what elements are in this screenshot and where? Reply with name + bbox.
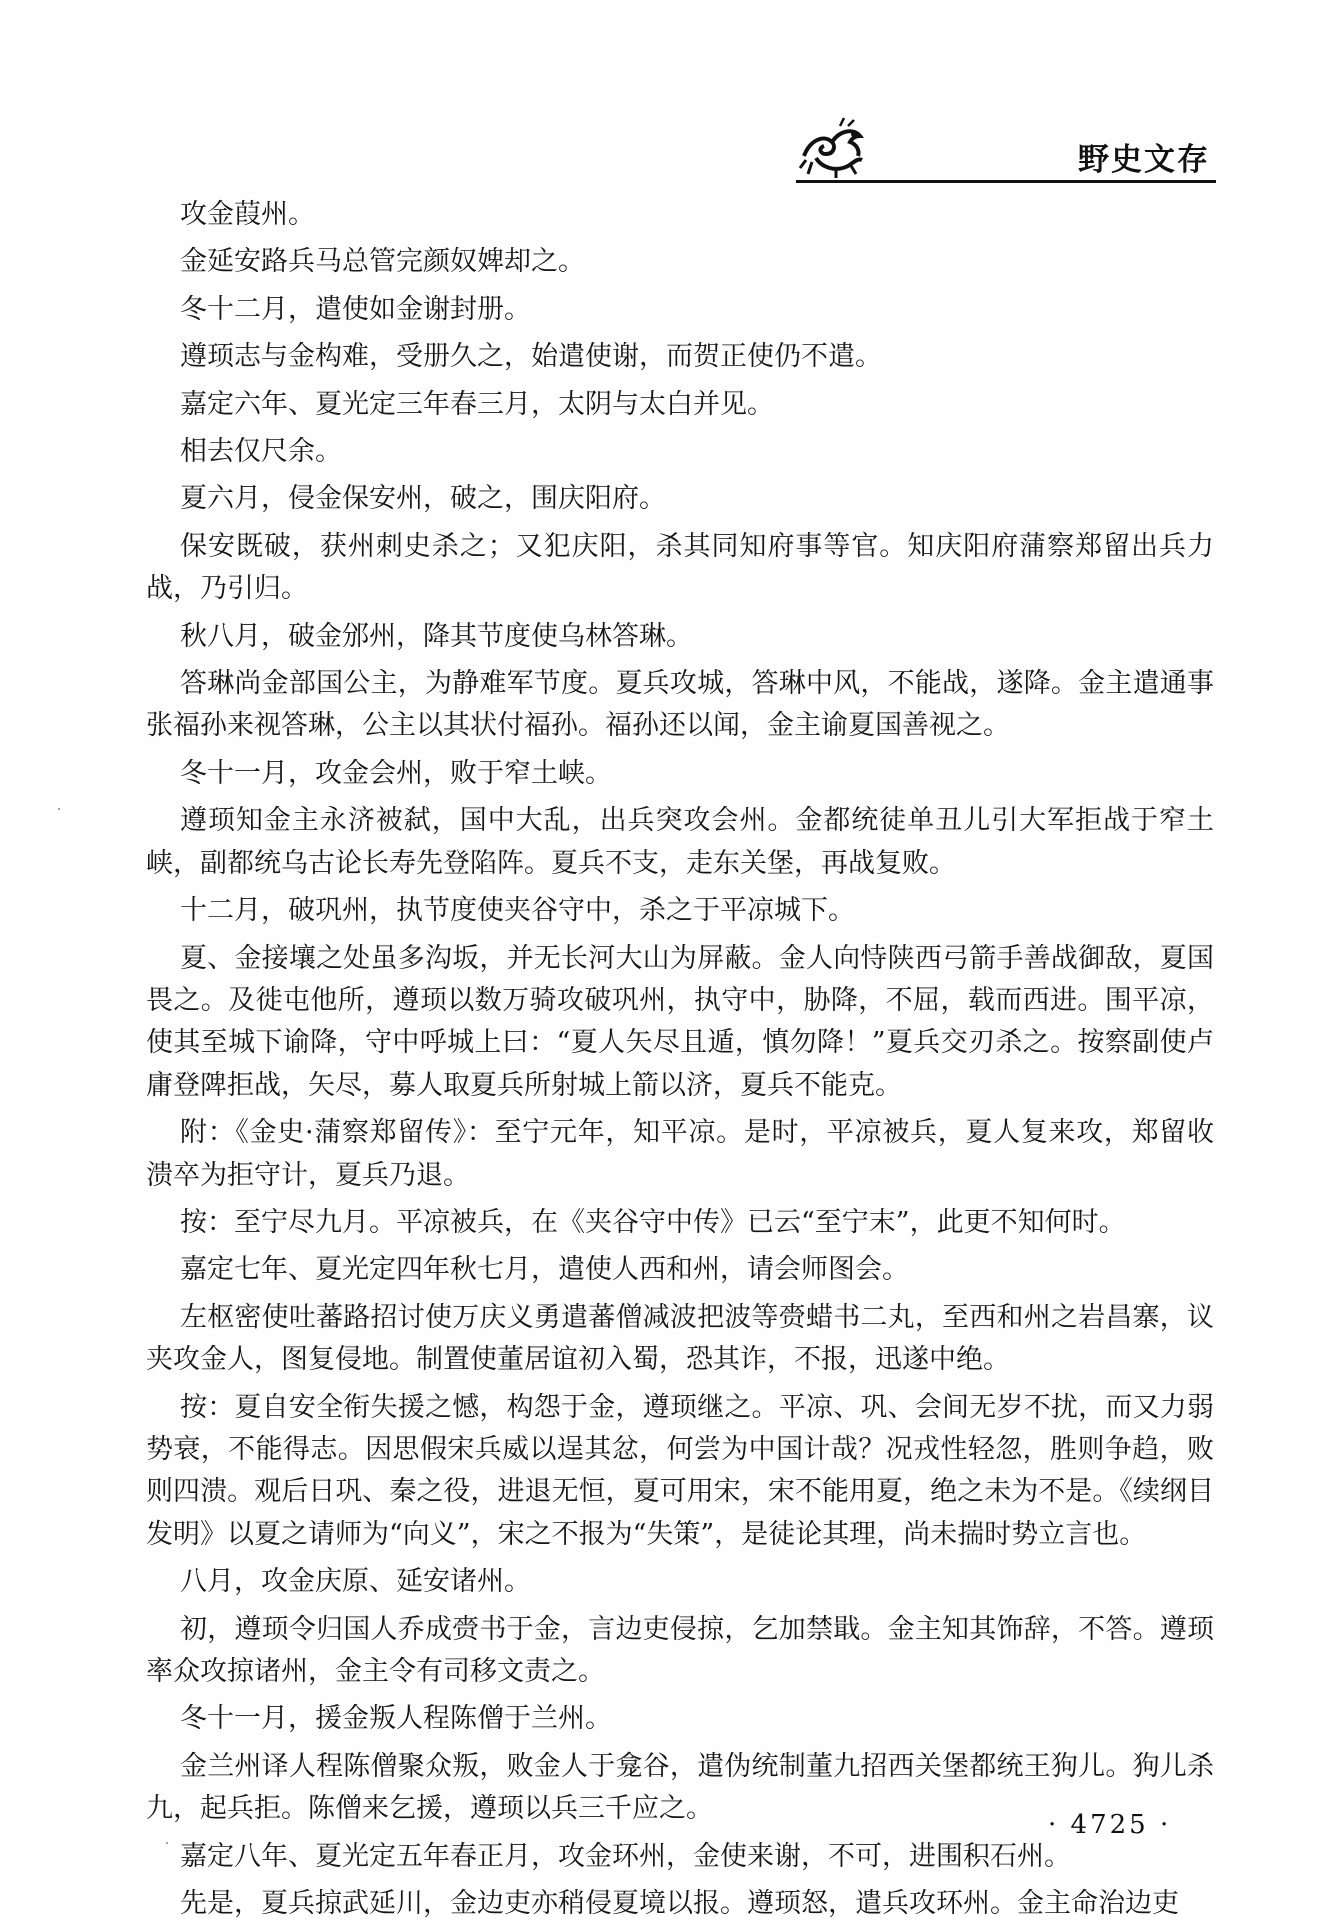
paragraph: 遵顼知金主永济被弑，国中大乱，出兵突攻会州。金都统徒单丑儿引大军拒战于窄土峡，副都统乌古论长寿先登陷阵。夏兵不支，走东关堡，再战复败。 [146,805,1214,879]
paragraph: 嘉定六年、夏光定三年春三月，太阴与太白并见。 [180,388,774,420]
paragraph: 嘉定八年、夏光定五年春正月，攻金环州，金使来谢，不可，进围积石州。 [180,1840,1071,1872]
paragraph: 冬十二月，遣使如金谢封册。 [180,293,531,325]
paragraph: 十二月，破巩州，执节度使夹谷守中，杀之于平凉城下。 [180,895,855,927]
paragraph: 嘉定七年、夏光定四年秋七月，遣使人西和州，请会师图会。 [180,1254,909,1286]
paragraph: 先是，夏兵掠武延川，金边吏亦稍侵夏境以报。遵顼怒，遣兵攻环州。金主命治边吏 [180,1888,1179,1920]
paragraph: 答琳尚金部国公主，为静难军节度。夏兵攻城，答琳中风，不能战，遂降。金主遣通事张福孙来视答琳，公主以其状付福孙。福孙还以闻，金主谕夏国善视之。 [146,668,1214,742]
paragraph: 按：至宁尽九月。平凉被兵，在《夹谷守中传》已云“至宁末”，此更不知何时。 [180,1206,1126,1238]
paragraph: 按：夏自安全衔失援之憾，构怨于金，遵顼继之。平凉、巩、会间无岁不扰，而又力弱势衰，不能得志。因思假宋兵威以逞其忿，何尝为中国计哉？况戎性轻忽，胜则争趋，败则四溃。观后日巩、秦之役，进退无恒，夏可用宋，宋不能用夏，绝之未为不是。《续纲目发明》以夏之请师为“向义”，宋之不报为“失策”，是徒论其理，尚未揣时势立言也。 [146,1391,1214,1550]
paragraph: 夏、金接壤之处虽多沟坂，并无长河大山为屏蔽。金人向恃陕西弓箭手善战御敌，夏国畏之。及徙屯他所，遵顼以数万骑攻破巩州，执守中，胁降，不屈，载而西进。围平凉，使其至城下谕降，守中呼城上曰：“夏人矢尽且遁，慎勿降！”夏兵交刃杀之。按察副使卢庸登陴拒战，矢尽，募人取夏兵所射城上箭以济，夏兵不能克。 [146,942,1214,1101]
header-title: 野史文存 [1078,142,1210,178]
scan-speck [166,1842,168,1844]
paragraph: 附：《金史·蒲察郑留传》：至宁元年，知平凉。是时，平凉被兵，夏人复来攻，郑留收溃卒为拒守计，夏兵乃退。 [146,1117,1214,1191]
paragraph: 金延安路兵马总管完颜奴婢却之。 [180,246,585,278]
paragraph: 初，遵顼令归国人乔成赍书于金，言边吏侵掠，乞加禁戢。金主知其饰辞，不答。遵顼率众攻掠诸州，金主令有司移文责之。 [146,1613,1214,1687]
paragraph: 遵顼志与金构难，受册久之，始遣使谢，而贺正使仍不遣。 [180,341,882,373]
running-header [796,112,1216,184]
body-text [146,194,1214,1930]
header-rule [796,180,1216,183]
paragraph: 左枢密使吐蕃路招讨使万庆义勇遣蕃僧减波把波等赍蜡书二丸，至西和州之岩昌寨，议夹攻金人，图复侵地。制置使董居谊初入蜀，恐其诈，不报，迅遂中绝。 [146,1301,1214,1376]
paragraph: 冬十一月，援金叛人程陈僧于兰州。 [180,1703,612,1735]
paragraph: 相去仅尺余。 [180,436,342,468]
paragraph: 攻金葭州。 [180,199,315,230]
paragraph: 冬十一月，攻金会州，败于窄土峡。 [180,757,612,789]
paragraph: 保安既破，获州刺史杀之；又犯庆阳，杀其同知府事等官。知庆阳府蒲察郑留出兵力战，乃引归。 [146,530,1214,605]
paragraph: 金兰州译人程陈僧聚众叛，败金人于龛谷，遣伪统制董九招西关堡都统王狗儿。狗儿杀九，起兵拒。陈僧来乞援，遵顼以兵三千应之。 [146,1750,1214,1825]
page-number: · 4725 · [1048,1810,1172,1840]
paragraph: 秋八月，破金邠州，降其节度使乌林答琳。 [180,620,693,652]
dragon-emblem-icon [796,116,868,182]
scan-speck [58,808,60,810]
paragraph: 夏六月，侵金保安州，破之，围庆阳府。 [180,483,666,515]
paragraph: 八月，攻金庆原、延安诸州。 [180,1566,531,1598]
